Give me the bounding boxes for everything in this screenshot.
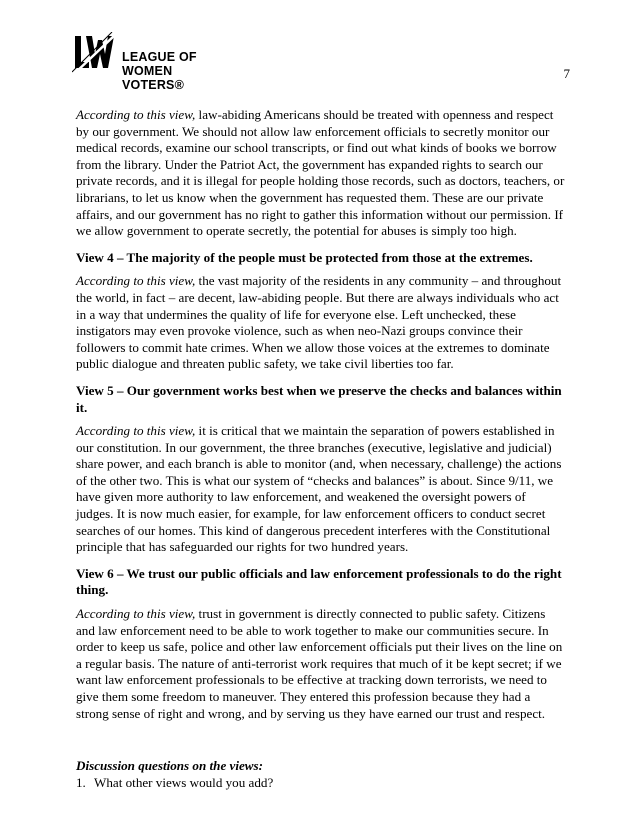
view-5-heading: View 5 – Our government works best when we preserve the checks and balances within it. <box>76 382 562 415</box>
page-number: 7 <box>563 66 570 81</box>
paragraph-lead: According to this view, <box>76 273 196 289</box>
paragraph-text: law-abiding Americans should be treated with openness and respect by our government. We should not allow law enforcement officials to secretly monitor our medical records, examine our school transcripts, or find out what kinds of books we borrow from the library. Under the Patriot Act, the government has expanded rights to search our private records, and it is illegal for people holding those records, such as doctors, teachers, or librarians, to let us know when the government has requested them. These are our private affairs, and our government has no right to gather this information without our permission. If we allow government to operate secretly, the potential for abuses is simply too high. <box>76 107 565 239</box>
discussion-section <box>76 758 566 791</box>
view-6-heading: View 6 – We trust our public officials and law enforcement professionals to do the right thing. <box>76 565 562 598</box>
lwv-logo <box>72 30 232 92</box>
question-number: 1. <box>76 774 86 790</box>
paragraph-lead: According to this view, <box>76 606 196 622</box>
discussion-title: Discussion questions on the views: <box>76 758 263 773</box>
view-4-paragraph <box>76 273 566 373</box>
logo-line-2: WOMEN VOTERS® <box>122 64 185 92</box>
view-4-heading: View 4 – The majority of the people must be protected from those at the extremes. <box>76 249 533 265</box>
view-6-paragraph <box>76 606 566 722</box>
discussion-question <box>76 775 566 792</box>
question-text: What other views would you add? <box>94 774 274 790</box>
view-5-paragraph <box>76 423 566 556</box>
logo-wordmark <box>122 50 232 92</box>
document-body <box>76 107 566 722</box>
intro-paragraph <box>76 107 566 240</box>
paragraph-text: trust in government is directly connected to public safety. Citizens and law enforcement need to be able to work together to make our communities secure. In order to keep us safe, police and other law enforcement officials put their lives on the line on a regular basis. The nature of anti-terrorist work requires that much of it be kept secret; if we want law enforcement professionals to be effective at tracking down terrorists, we need to give them some freedom to maneuver. They entered this profession because they had a strong sense of right and wrong, and by serving us they have earned our trust and respect. <box>76 606 563 721</box>
logo-line-1: LEAGUE OF <box>122 50 197 64</box>
paragraph-lead: According to this view, <box>76 107 196 122</box>
paragraph-text: the vast majority of the residents in any community – and throughout the world, in fact – are decent, law-abiding people. But there are always individuals who act in a way that undermines the quality of life for everyone else. Left unchecked, these instigators may even provoke violence, such as when neo-Nazi groups convince their followers to commit hate crimes. When we allow those voices at the extremes to dominate public dialogue and threaten public safety, we take civil liberties too far. <box>76 273 562 372</box>
lwv-logo-icon <box>72 32 116 76</box>
paragraph-lead: According to this view, <box>76 423 196 439</box>
paragraph-text: it is critical that we maintain the separation of powers established in our constitution. In our government, the three branches (executive, legislative and judicial) share power, and each branch is able to monitor (and, when necessary, challenge) the actions of the other two. This is what our system of “checks and balances” is about. Since 9/11, we have given more authority to law enforcement, and weakened the oversight powers of judges. It is now much easier, for example, for law enforcement officers to conduct secret searches of our homes. This kind of dangerous precedent interferes with the Constitutional principle that has safeguarded our rights for two hundred years. <box>76 423 562 555</box>
